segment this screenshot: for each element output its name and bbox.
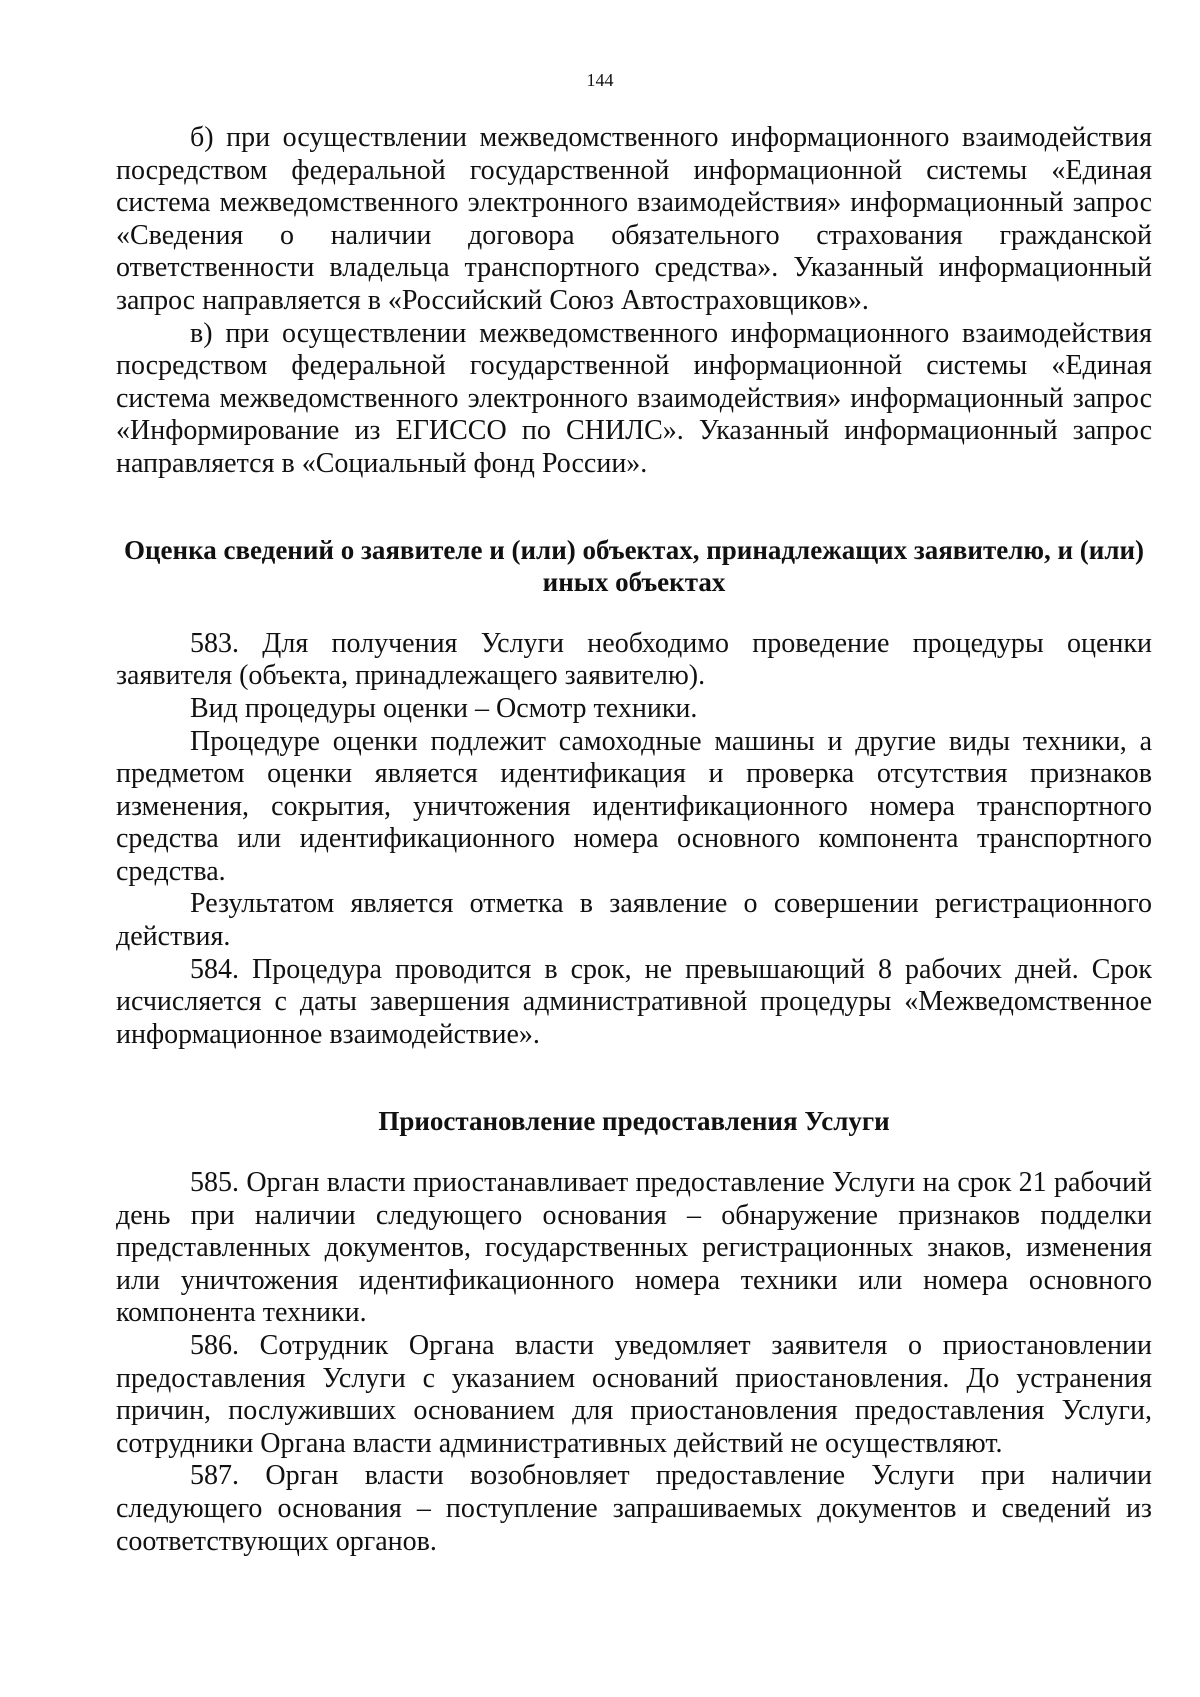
paragraph-b: б) при осуществлении межведомственного информационного взаимодействия посредством федеральной государственной информационной системы «Единая система межведомственного электронного взаимодействия» информационный запрос «Сведения о наличии договора обязательного страхования гражданской ответственности владельца транспортного средства». Указанный информационный запрос направляется в «Российский Союз Автостраховщиков».	[116, 122, 1152, 316]
section-heading-assessment: Оценка сведений о заявителе и (или) объектах, принадлежащих заявителю, и (или) иных объектах	[123, 534, 1145, 598]
paragraph-procedure-subject: Процедуре оценки подлежит самоходные машины и другие виды техники, а предметом оценки является идентификация и проверка отсутствия признаков изменения, сокрытия, уничтожения идентификационного номера транспортного средства или идентификационного номера основного компонента транспортного средства.	[116, 725, 1152, 887]
paragraph-583: 583. Для получения Услуги необходимо проведение процедуры оценки заявителя (объекта, принадлежащего заявителю).	[116, 627, 1152, 692]
paragraph-584: 584. Процедура проводится в срок, не превышающий 8 рабочих дней. Срок исчисляется с даты завершения административной процедуры «Межведомственное информационное взаимодействие».	[116, 953, 1152, 1050]
spacer	[116, 1138, 1152, 1167]
paragraph-586: 586. Сотрудник Органа власти уведомляет заявителя о приостановлении предоставления Услуги с указанием оснований приостановления. До устранения причин, послуживших основанием для приостановления предоставления Услуги, сотрудники Органа власти административных действий не осуществляют.	[116, 1330, 1152, 1459]
page-content	[116, 122, 1152, 1558]
paragraph-v: в) при осуществлении межведомственного информационного взаимодействия посредством федеральной государственной информационной системы «Единая система межведомственного электронного взаимодействия» информационный запрос «Информирование из ЕГИССО по СНИЛС». Указанный информационный запрос направляется в «Социальный фонд России».	[116, 317, 1152, 479]
paragraph-result: Результатом является отметка в заявление о совершении регистрационного действия.	[116, 888, 1152, 953]
section-heading-suspension: Приостановление предоставления Услуги	[378, 1106, 890, 1137]
spacer	[116, 481, 1152, 534]
spacer	[116, 1051, 1152, 1105]
spacer	[116, 599, 1152, 628]
paragraph-587: 587. Орган власти возобновляет предоставление Услуги при наличии следующего основания – поступление запрашиваемых документов и сведений из соответствующих органов.	[116, 1460, 1152, 1557]
page-number: 144	[586, 70, 614, 90]
paragraph-585: 585. Орган власти приостанавливает предоставление Услуги на срок 21 рабочий день при наличии следующего основания – обнаружение признаков подделки представленных документов, государственных регистрационных знаков, изменения или уничтожения идентификационного номера техники или номера основного компонента техники.	[116, 1167, 1152, 1329]
paragraph-procedure-type: Вид процедуры оценки – Осмотр техники.	[190, 692, 698, 724]
